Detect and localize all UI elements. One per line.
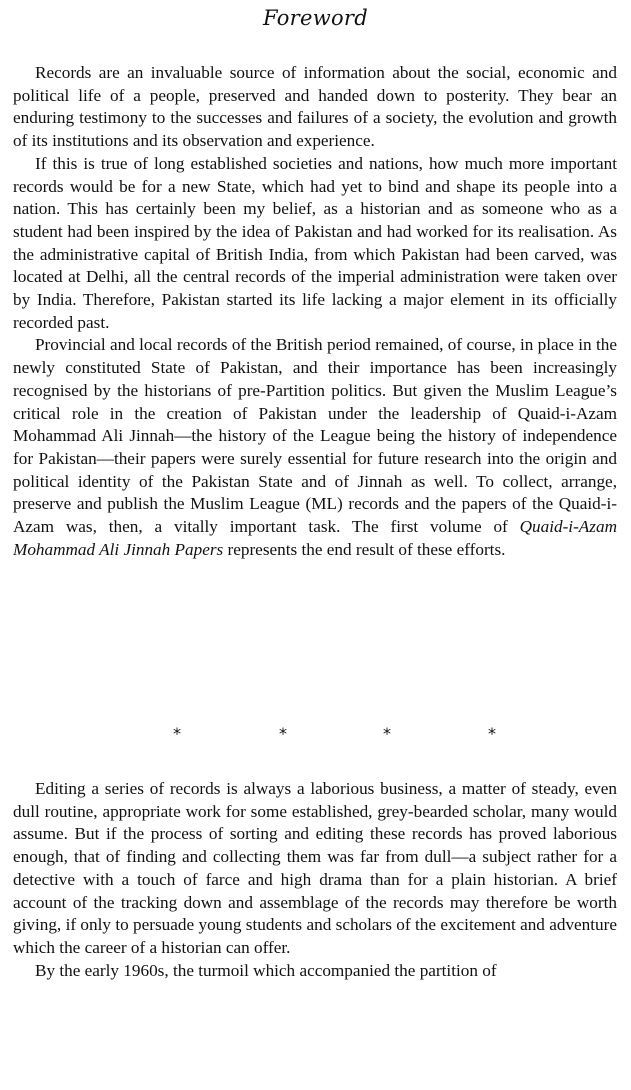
separator-asterisk: * xyxy=(173,724,181,743)
paragraph-new-state: If this is true of long established societies and nations, how much more important records would be for a new State, which had yet to bind and shape its people into a nation. This has certainly been my belief, as a historian and as someone who as a student had been inspired by the idea of Pakistan and had worked for its realisation. As the administrative capital of British India, from which Pakistan had been carved, was located at Delhi, all the central records of the imperial administration were taken over by India. Therefore, Pakistan started its life lacking a major element in its officially recorded past. xyxy=(13,153,617,332)
paragraph-records-value: Records are an invaluable source of information about the social, economic and political life of a people, preserved and handed down to posterity. They bear an enduring testimony to the successes and failures of a society, the evolution and growth of its institutions and its observation and experience. xyxy=(13,63,617,151)
foreword-section-1 xyxy=(13,62,617,561)
section-separator xyxy=(0,724,631,754)
separator-asterisk: * xyxy=(383,724,391,743)
paragraph-provincial-records xyxy=(13,334,617,561)
paragraph-provincial-records-text: Provincial and local records of the British period remained, of course, in place in the newly constituted State of Pakistan, and their importance has been increasingly recognised by the historians of pre-Partition politics. But given the Muslim League’s critical role in the creation of Pakistan under the leadership of Quaid-i-Azam Mohammad Ali Jinnah—the history of the League being the history of independence for Pakistan—their papers were surely essential for future research into the origin and political identity of the Pakistan State and of Jinnah as well. To collect, arrange, preserve and publish the Muslim League (ML) records and the papers of the Quaid-i-Azam was, then, a vitally important task. The first volume of xyxy=(13,335,617,537)
foreword-section-2 xyxy=(13,778,617,982)
page-title: Foreword xyxy=(262,6,369,30)
paragraph-editing-records: Editing a series of records is always a laborious business, a matter of steady, even dull routine, appropriate work for some established, grey-bearded scholar, many would assume. But if the process of sorting and editing these records has proved laborious enough, that of finding and collecting them was far from dull—a subject rather for a detective with a touch of farce and high drama than for a plain historian. A brief account of the tracking down and assemblage of the records may therefore be worth giving, if only to persuade young students and scholars of the excitement and adventure which the career of a historian can offer. xyxy=(13,779,617,957)
book-title-jinnah-papers: Quaid-i-Azam Mohammad Ali Jinnah Papers xyxy=(13,517,617,559)
separator-asterisk: * xyxy=(488,724,496,743)
separator-asterisk: * xyxy=(279,724,287,743)
paragraph-early-1960s: By the early 1960s, the turmoil which accompanied the partition of xyxy=(35,960,497,980)
paragraph-provincial-records-end: represents the end result of these efforts. xyxy=(223,539,506,559)
